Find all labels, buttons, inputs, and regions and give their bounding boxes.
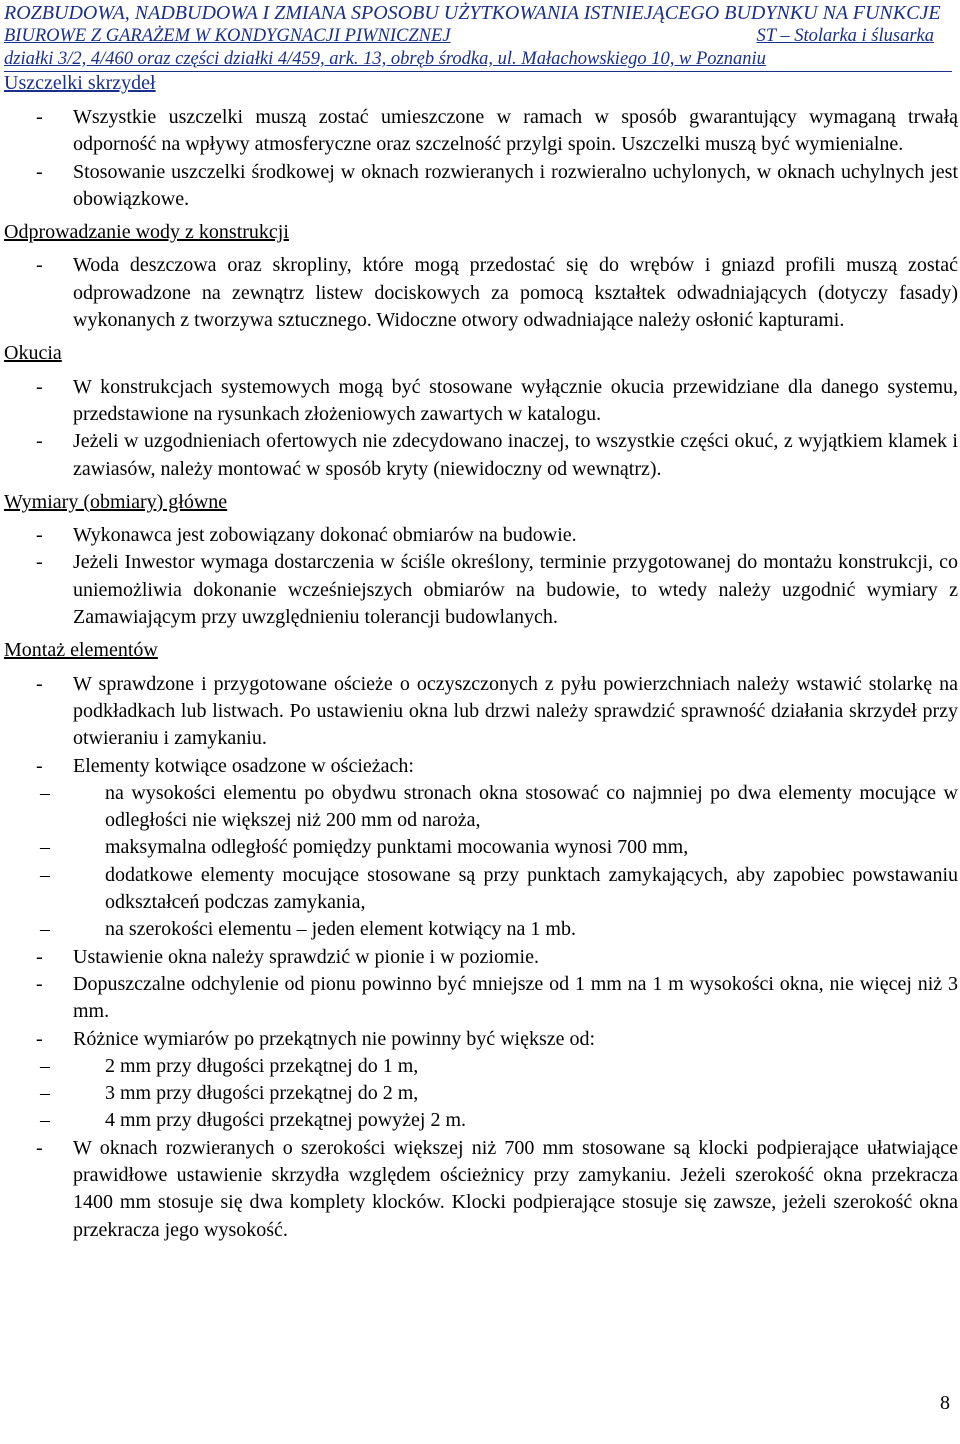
header-project-subtitle: BIUROWE Z GARAŻEM W KONDYGNACJI PIWNICZNEJ bbox=[4, 26, 451, 46]
sub-list-item: – na wysokości elementu po obydwu stronach okna stosować co najmniej po dwa elementy mocujące w odległości nie większej niż 200 mm od naroża, bbox=[40, 781, 958, 832]
list-item: - Jeżeli Inwestor wymaga dostarczenia w ściśle określony, terminie przygotowanej do montażu konstrukcji, co uniemożliwia dokonanie wcześniejszych obmiarów na budowie, to wtedy należy uzgodnić wymiary z Zamawiającym przy uwzględnieniu tolerancji budowlanych. bbox=[36, 551, 958, 629]
list-item: - Dopuszczalne odchylenie od pionu powinno być mniejsze od 1 mm na 1 m wysokości okna, nie więcej niż 3 mm. bbox=[36, 972, 958, 1023]
sub-list-item: – na szerokości elementu – jeden element kotwiący na 1 mb. bbox=[40, 918, 576, 941]
header-address-text: działki 3/2, 4/460 oraz części działki 4/459, ark. 13, obręb środka, ul. Małachowskiego 10, w Poznaniu bbox=[4, 49, 766, 69]
list-item: - W oknach rozwieranych o szerokości większej niż 700 mm stosowane są klocki podpierające ułatwiające prawidłowe ustawienie skrzydła względem ościeżnicy przy zamykaniu. Jeżeli szerokość okna przekracza 1400 mm stosuje się dwa komplety klocków. Klocki podpierające stosuje się zawsze, jeżeli szerokość okna przekracza jego wysokość. bbox=[36, 1136, 958, 1241]
header-section-code: ST – Stolarka i ślusarka bbox=[756, 26, 934, 46]
list-item: - Różnice wymiarów po przekątnych nie powinny być większe od: bbox=[36, 1027, 596, 1050]
list-item: - Ustawienie okna należy sprawdzić w pionie i w poziomie. bbox=[36, 945, 539, 968]
header-address bbox=[4, 48, 952, 72]
document-body bbox=[4, 98, 958, 1244]
section-title-seals: Uszczelki skrzydeł bbox=[4, 72, 156, 94]
sub-list-item: – dodatkowe elementy mocujące stosowane są przy punktach zamykających, aby zapobiec powstawaniu odkształceń podczas zamykania, bbox=[40, 863, 958, 914]
section-title-drainage: Odprowadzanie wody z konstrukcji bbox=[4, 221, 289, 244]
section-title-fittings: Okucia bbox=[4, 342, 62, 365]
list-item: - Stosowanie uszczelki środkowej w oknach rozwieranych i rozwieralno uchylonych, w oknach uchylnych jest obowiązkowe. bbox=[36, 160, 958, 210]
sub-list-item: – 2 mm przy długości przekątnej do 1 m, bbox=[40, 1054, 419, 1077]
header-project-title: ROZBUDOWA, NADBUDOWA I ZMIANA SPOSOBU UŻYTKOWANIA ISTNIEJĄCEGO BUDYNKU NA FUNKCJE bbox=[4, 2, 941, 24]
header-line-2 bbox=[4, 25, 952, 48]
sub-list-item: – 4 mm przy długości przekątnej powyżej 2 m. bbox=[40, 1109, 467, 1132]
page-number: 8 bbox=[940, 1392, 950, 1414]
document-header bbox=[4, 2, 952, 72]
list-item: - Elementy kotwiące osadzone w ościeżach: bbox=[36, 754, 414, 777]
sub-list-item: – maksymalna odległość pomiędzy punktami mocowania wynosi 700 mm, bbox=[40, 836, 689, 859]
section-title-installation: Montaż elementów bbox=[4, 639, 158, 662]
list-item: - Wszystkie uszczelki muszą zostać umieszczone w ramach w sposób gwarantujący wymaganą trwałą odporność na wpływy atmosferyczne oraz szczelność przylgi spoin. Uszczelki muszą być wymienialne. bbox=[36, 106, 958, 156]
section-title-dimensions: Wymiary (obmiary) główne bbox=[4, 490, 228, 513]
list-item: - Jeżeli w uzgodnieniach ofertowych nie zdecydowano inaczej, to wszystkie części okuć, z wyjątkiem klamek i zawiasów, należy montować w sposób kryty (niewidoczny od wewnątrz). bbox=[36, 430, 958, 480]
list-item: - Wykonawca jest zobowiązany dokonać obmiarów na budowie. bbox=[36, 524, 577, 547]
sub-list-item: – 3 mm przy długości przekątnej do 2 m, bbox=[40, 1082, 419, 1105]
list-item: - W sprawdzone i przygotowane ościeże o oczyszczonych z pyłu powierzchniach należy wstawić stolarkę na podkładkach lub listwach. Po ustawieniu okna lub drzwi należy sprawdzić sprawność działania skrzydeł przy otwieraniu i zamykaniu. bbox=[36, 672, 958, 750]
list-item: - W konstrukcjach systemowych mogą być stosowane wyłącznie okucia przewidziane dla danego systemu, przedstawione na rysunkach złożeniowych zawartych w katalogu. bbox=[36, 375, 958, 425]
list-item: - Woda deszczowa oraz skropliny, które mogą przedostać się do wrębów i gniazd profili muszą zostać odprowadzone na zewnątrz listew dociskowych za pomocą kształtek odwadniających (dotyczy fasady) wykonanych z tworzywa sztucznego. Widoczne otwory odwadniające należy osłonić kapturami. bbox=[36, 254, 958, 332]
